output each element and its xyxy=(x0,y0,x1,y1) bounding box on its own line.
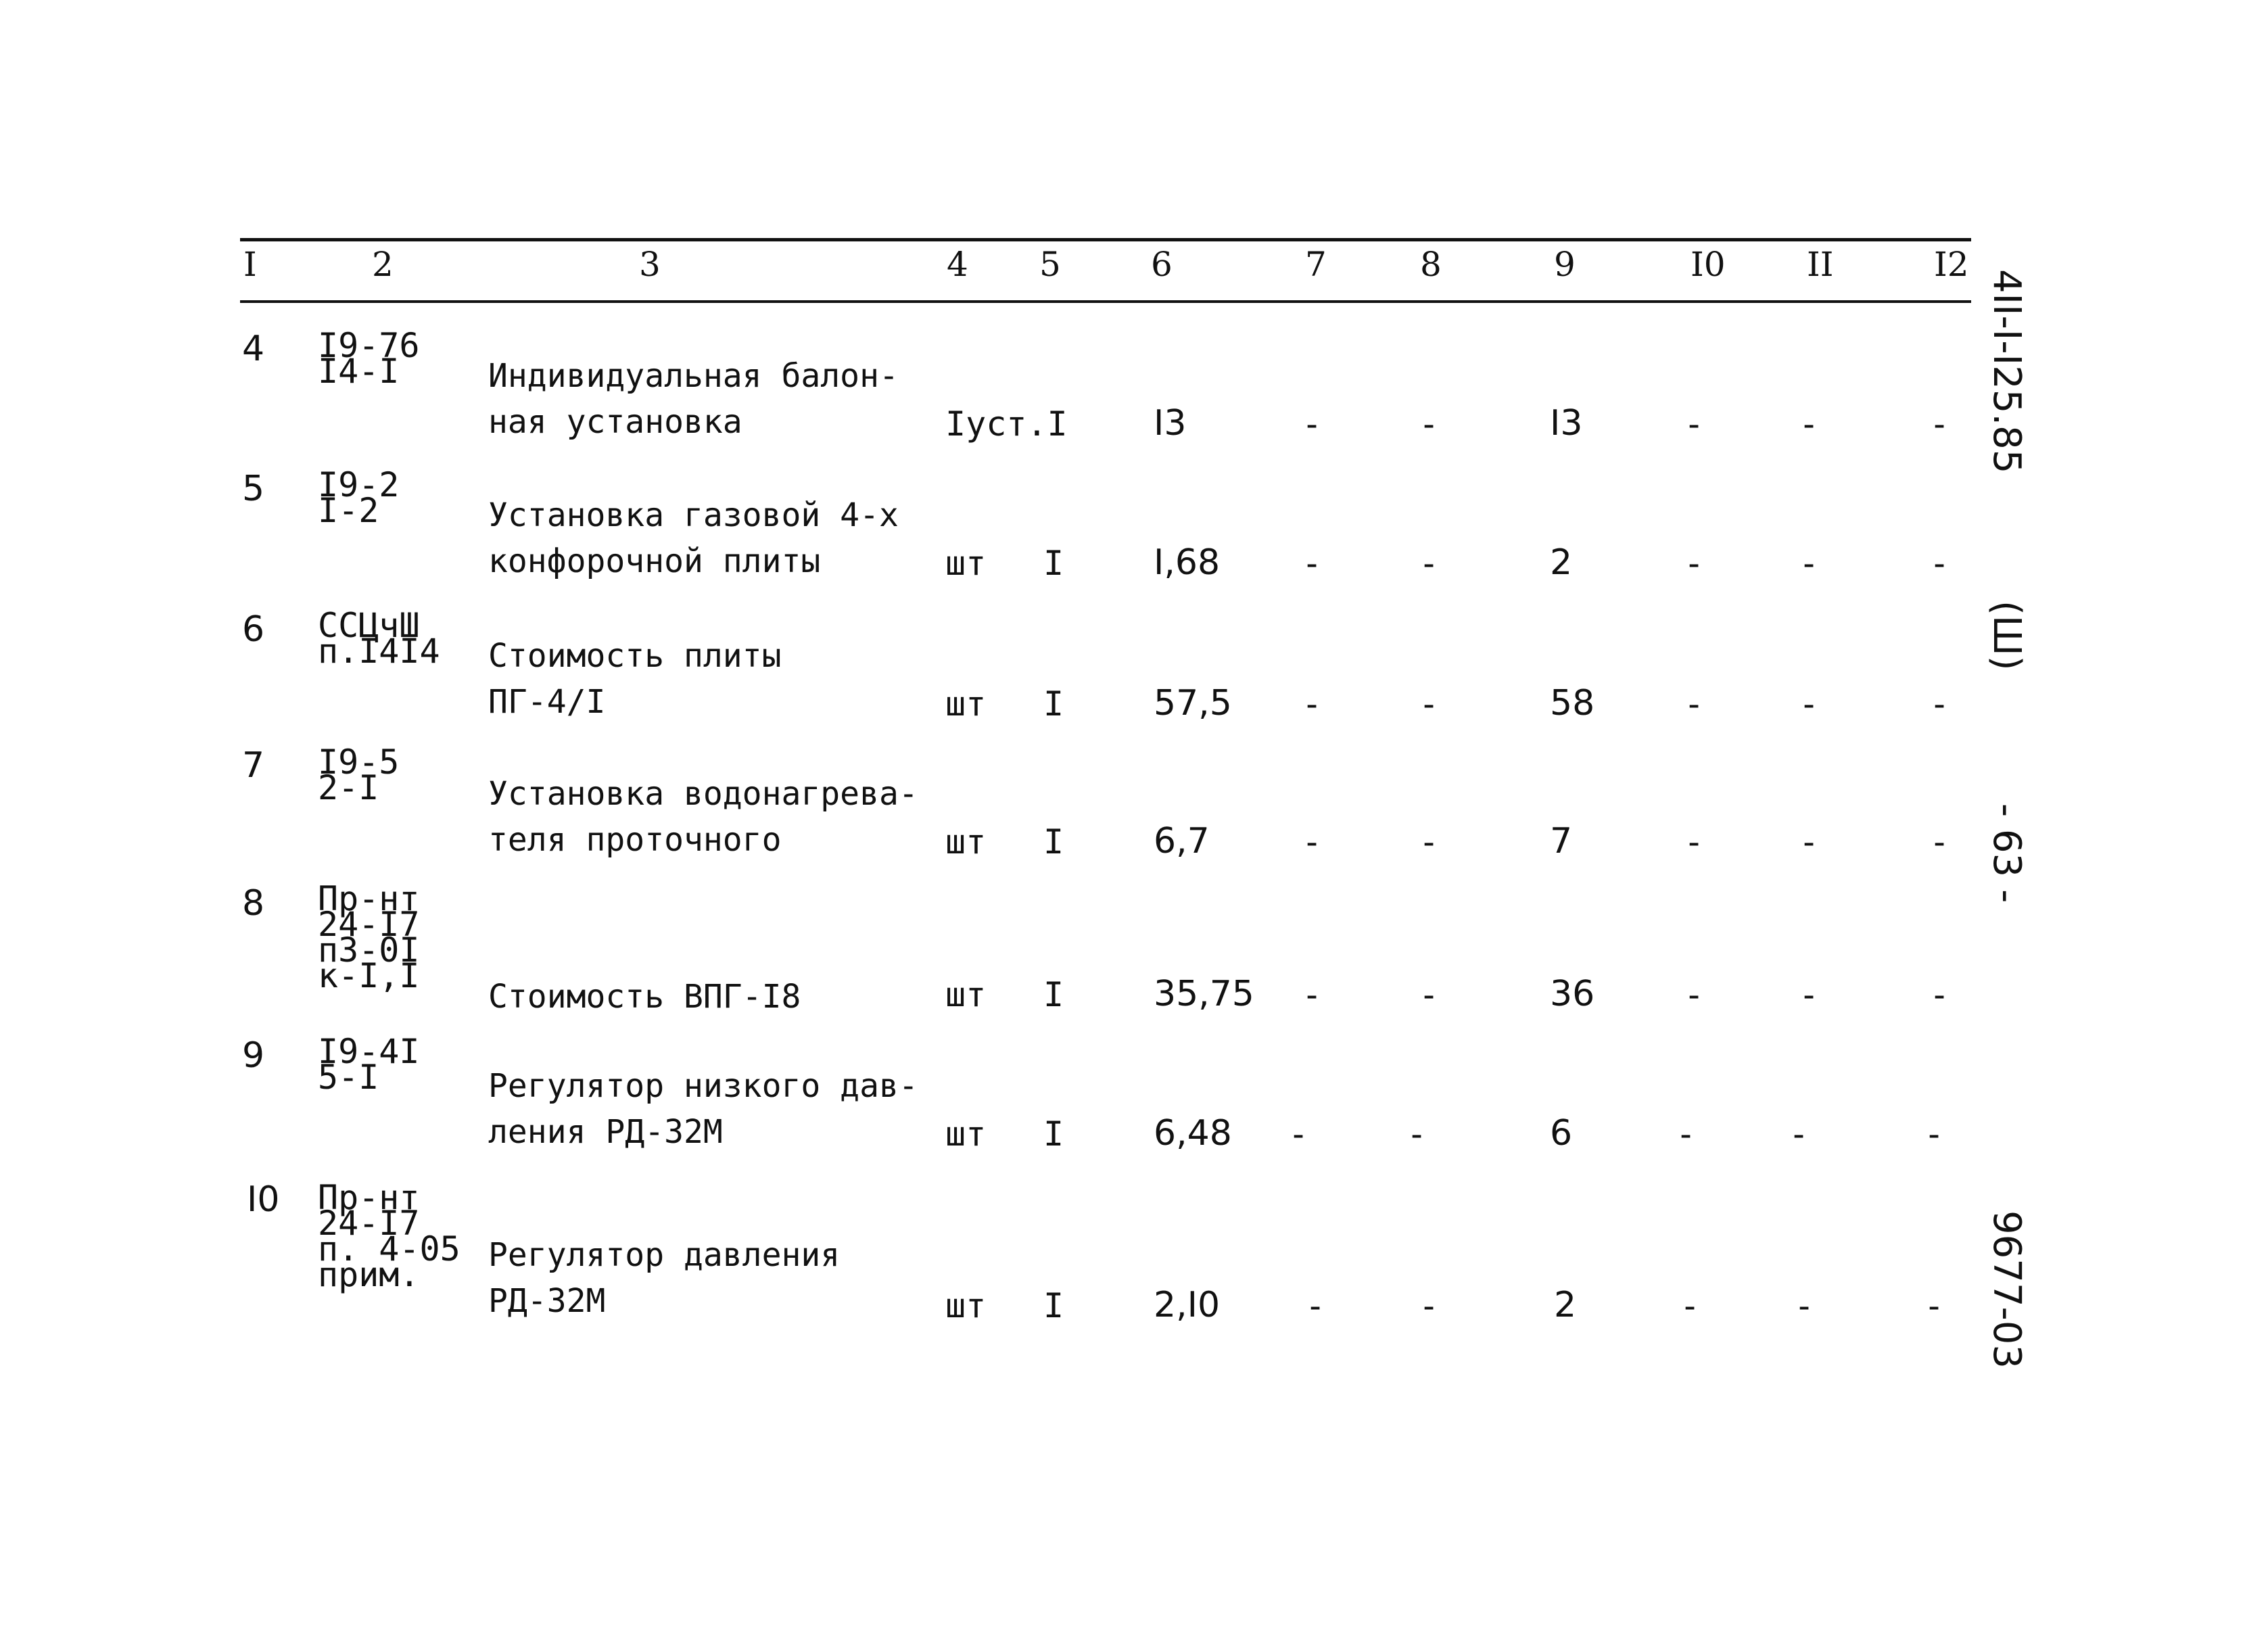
row-number: 5 xyxy=(242,469,265,509)
row-number: I0 xyxy=(247,1179,280,1220)
row-col-11: - xyxy=(1799,544,1820,583)
row-quantity: I xyxy=(1043,544,1064,583)
column-header-4: 4 xyxy=(947,245,968,284)
row-description: Стоимость ВПГ-I8 xyxy=(488,978,801,1016)
column-header-3: 3 xyxy=(639,245,661,284)
row-reference: Пр-нт 24-I7 п. 4-05 прим. xyxy=(318,1178,460,1294)
row-quantity: I xyxy=(1043,1114,1064,1154)
column-header-12: I2 xyxy=(1934,245,1969,284)
row-reference: I9-76 I4-I xyxy=(318,326,420,391)
column-header-2: 2 xyxy=(372,245,394,284)
row-description: Установка газовой 4-х конфорочной плиты xyxy=(488,496,899,580)
row-unit: шт xyxy=(945,1286,987,1325)
row-quantity: I xyxy=(1043,1286,1064,1325)
row-col-7: - xyxy=(1302,975,1323,1014)
column-header-10: I0 xyxy=(1691,245,1726,284)
row-total: 2 xyxy=(1554,1285,1577,1325)
row-total: 36 xyxy=(1550,974,1595,1014)
row-col-10: - xyxy=(1684,975,1705,1014)
inventory-number: 9677-03 xyxy=(1985,1210,2029,1369)
row-col-7: - xyxy=(1288,1114,1309,1154)
row-total: 58 xyxy=(1550,683,1595,724)
row-col-11: - xyxy=(1799,404,1820,444)
row-reference: Пр-нт 24-I7 п3-0I к-I,I xyxy=(318,879,420,995)
row-description: Индивидуальная балон- ная установка xyxy=(488,357,899,441)
row-col-10: - xyxy=(1676,1114,1697,1154)
row-col-7: - xyxy=(1302,544,1323,583)
row-total: 6 xyxy=(1550,1113,1573,1154)
column-header-5: 5 xyxy=(1039,245,1061,284)
row-col-10: - xyxy=(1684,822,1705,861)
column-header-9: 9 xyxy=(1554,245,1576,284)
table-top-rule xyxy=(240,238,1971,241)
row-unit: шт xyxy=(945,1114,987,1154)
row-unit-price: I,68 xyxy=(1154,542,1221,583)
row-col-10: - xyxy=(1680,1286,1701,1325)
row-col-12: - xyxy=(1924,1286,1945,1325)
page-number: - 63 - xyxy=(1985,803,2029,903)
column-header-8: 8 xyxy=(1420,245,1442,284)
row-col-8: - xyxy=(1419,822,1440,861)
row-number: 4 xyxy=(242,329,265,369)
row-unit: шт xyxy=(945,975,987,1014)
row-col-10: - xyxy=(1684,544,1705,583)
row-col-12: - xyxy=(1929,544,1950,583)
row-col-12: - xyxy=(1929,404,1950,444)
row-description: Установка водонагрева- теля проточного xyxy=(488,775,918,859)
column-header-11: II xyxy=(1807,245,1834,284)
row-number: 8 xyxy=(242,883,265,924)
row-reference: I9-5 2-I xyxy=(318,742,400,807)
row-col-8: - xyxy=(1419,975,1440,1014)
row-unit: шт xyxy=(945,684,987,724)
row-unit-price: I3 xyxy=(1154,403,1187,444)
row-col-7: - xyxy=(1302,684,1323,724)
row-reference: I9-2 I-2 xyxy=(318,465,400,530)
row-total: 2 xyxy=(1550,542,1573,583)
row-unit-price: 6,48 xyxy=(1154,1113,1232,1154)
row-total: I3 xyxy=(1550,403,1583,444)
row-description: Регулятор давления РД-32М xyxy=(488,1236,841,1320)
row-unit: шт xyxy=(945,544,987,583)
row-col-7: - xyxy=(1302,404,1323,444)
row-number: 7 xyxy=(242,745,265,786)
row-col-12: - xyxy=(1929,684,1950,724)
row-quantity: I xyxy=(1043,822,1064,861)
row-col-8: - xyxy=(1419,544,1440,583)
row-unit-price: 6,7 xyxy=(1154,821,1210,861)
row-col-11: - xyxy=(1799,975,1820,1014)
row-description: Стоимость плиты ПГ-4/I xyxy=(488,637,782,721)
row-col-12: - xyxy=(1929,975,1950,1014)
row-unit-price: 2,I0 xyxy=(1154,1285,1221,1325)
column-header-7: 7 xyxy=(1305,245,1327,284)
row-unit: шт xyxy=(945,822,987,861)
row-col-12: - xyxy=(1929,822,1950,861)
row-col-7: - xyxy=(1305,1286,1326,1325)
row-col-8: - xyxy=(1419,684,1440,724)
row-description: Регулятор низкого дав- ления РД-32М xyxy=(488,1067,918,1151)
row-total: 7 xyxy=(1550,821,1573,861)
row-col-8: - xyxy=(1419,404,1440,444)
row-quantity: I xyxy=(1043,684,1064,724)
document-code: 4II-I-I25.85 xyxy=(1985,269,2029,474)
column-header-1: I xyxy=(243,245,257,284)
row-col-12: - xyxy=(1924,1114,1945,1154)
album-series-mark: (Ш) xyxy=(1985,600,2029,671)
row-reference: ССЦчШ п.I4I4 xyxy=(318,606,440,671)
row-reference: I9-4I 5-I xyxy=(318,1032,420,1097)
row-unit-price: 35,75 xyxy=(1154,974,1254,1014)
row-col-11: - xyxy=(1799,684,1820,724)
row-col-7: - xyxy=(1302,822,1323,861)
row-col-8: - xyxy=(1407,1114,1427,1154)
row-col-11: - xyxy=(1794,1286,1815,1325)
table-header-rule xyxy=(240,300,1971,303)
row-unit: Iуст.I xyxy=(945,404,1068,444)
row-col-8: - xyxy=(1419,1286,1440,1325)
row-number: 9 xyxy=(242,1035,265,1076)
row-col-10: - xyxy=(1684,404,1705,444)
row-col-11: - xyxy=(1789,1114,1810,1154)
row-quantity: I xyxy=(1043,975,1064,1014)
row-unit-price: 57,5 xyxy=(1154,683,1232,724)
row-col-11: - xyxy=(1799,822,1820,861)
row-number: 6 xyxy=(242,609,265,650)
column-header-6: 6 xyxy=(1151,245,1173,284)
row-col-10: - xyxy=(1684,684,1705,724)
